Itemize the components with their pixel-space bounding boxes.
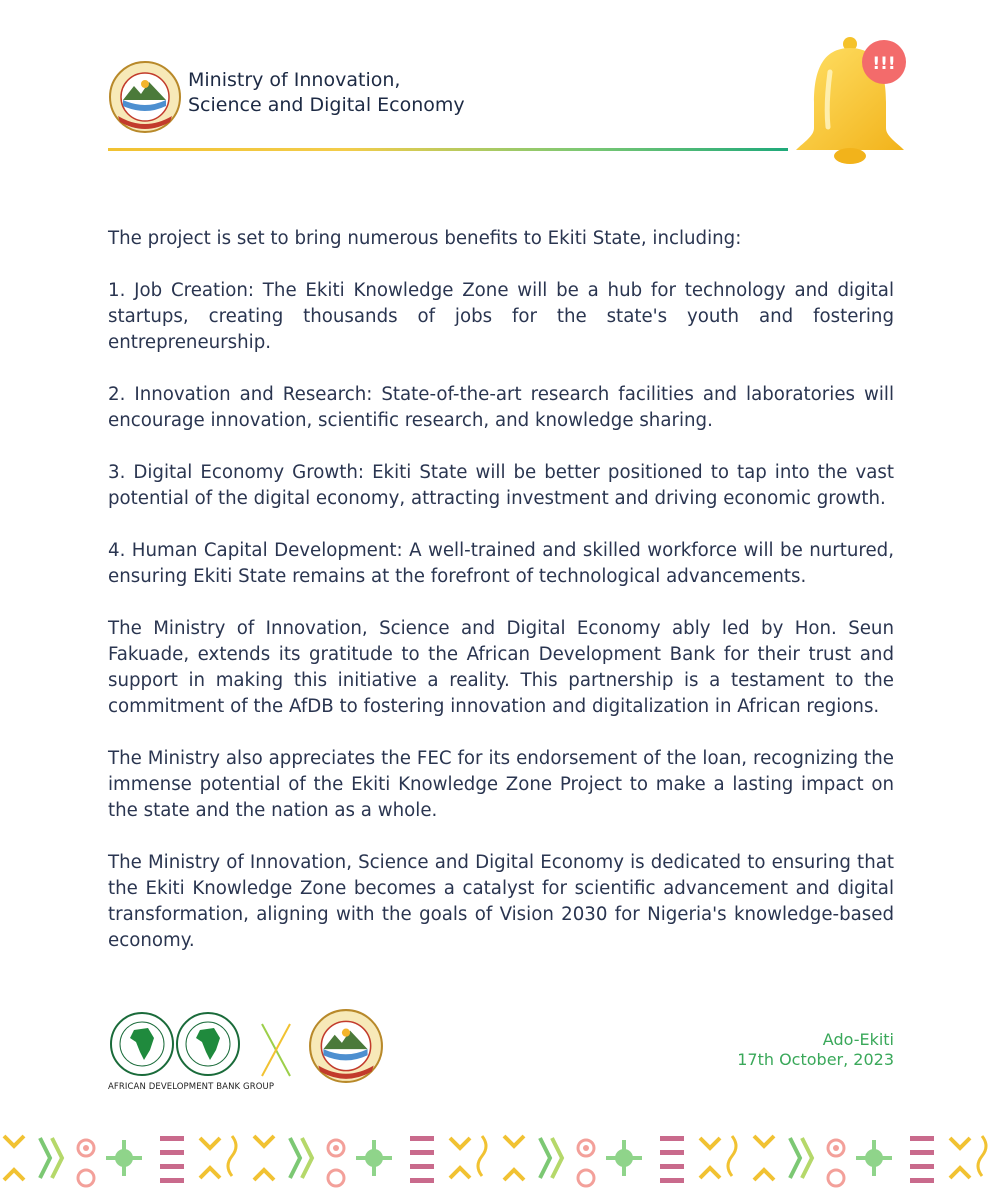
place: Ado-Ekiti [822,1030,894,1049]
place-and-date [737,1030,894,1070]
ekiti-seal-footer-icon [308,1008,384,1084]
bell-badge-text: !!! [872,54,896,74]
benefit-innovation-research: 2. Innovation and Research: State-of-the-art research facilities and laboratories will encourage innovation, scientific research, and knowledge sharing. [108,384,894,431]
partnership-x-icon [258,1020,294,1080]
ekiti-state-seal [108,60,182,134]
decorative-pattern-border [0,1128,1002,1200]
notification-bell-icon [780,32,920,172]
intro-paragraph: The project is set to bring numerous benefits to Ekiti State, including: [108,228,742,249]
ministry-title-line2: Science and Digital Economy [188,94,465,116]
dedication-paragraph: The Ministry of Innovation, Science and Digital Economy is dedicated to ensuring that the Ekiti Knowledge Zone becomes a catalyst for scientific advancement and digital transformation, aligning with the goals of Vision 2030 for Nigeria's knowledge-based economy. [108,852,894,951]
afdb-group-label: AFRICAN DEVELOPMENT BANK GROUP [108,1082,275,1092]
statement-body [108,226,894,980]
header [108,60,808,150]
afdb-logo [108,1008,248,1080]
benefit-job-creation: 1. Job Creation: The Ekiti Knowledge Zone will be a hub for technology and digital startups, creating thousands of jobs for the state's youth and fostering entrepreneurship. [108,280,894,353]
benefit-digital-economy: 3. Digital Economy Growth: Ekiti State will be better positioned to tap into the vast potential of the digital economy, attracting investment and driving economic growth. [108,462,894,509]
fec-paragraph: The Ministry also appreciates the FEC for its endorsement of the loan, recognizing the immense potential of the Ekiti Knowledge Zone Project to make a lasting impact on the state and the nation as a whole. [108,748,894,821]
partner-logos [108,1008,398,1098]
pattern-motif [4,1136,236,1186]
benefit-human-capital: 4. Human Capital Development: A well-trained and skilled workforce will be nurtured, ensuring Ekiti State remains at the forefront of technological advancements. [108,540,894,587]
gratitude-paragraph: The Ministry of Innovation, Science and Digital Economy ably led by Hon. Seun Fakuade, extends its gratitude to the African Development Bank for their trust and support in making this initiative a reality. This partnership is a testament to the commitment of the AfDB to fostering innovation and digitalization in African regions. [108,618,894,717]
date: 17th October, 2023 [737,1050,894,1069]
header-divider [108,148,788,151]
ministry-title-line1: Ministry of Innovation, [188,69,401,91]
ministry-title [188,68,465,118]
seal-icon [108,60,182,134]
